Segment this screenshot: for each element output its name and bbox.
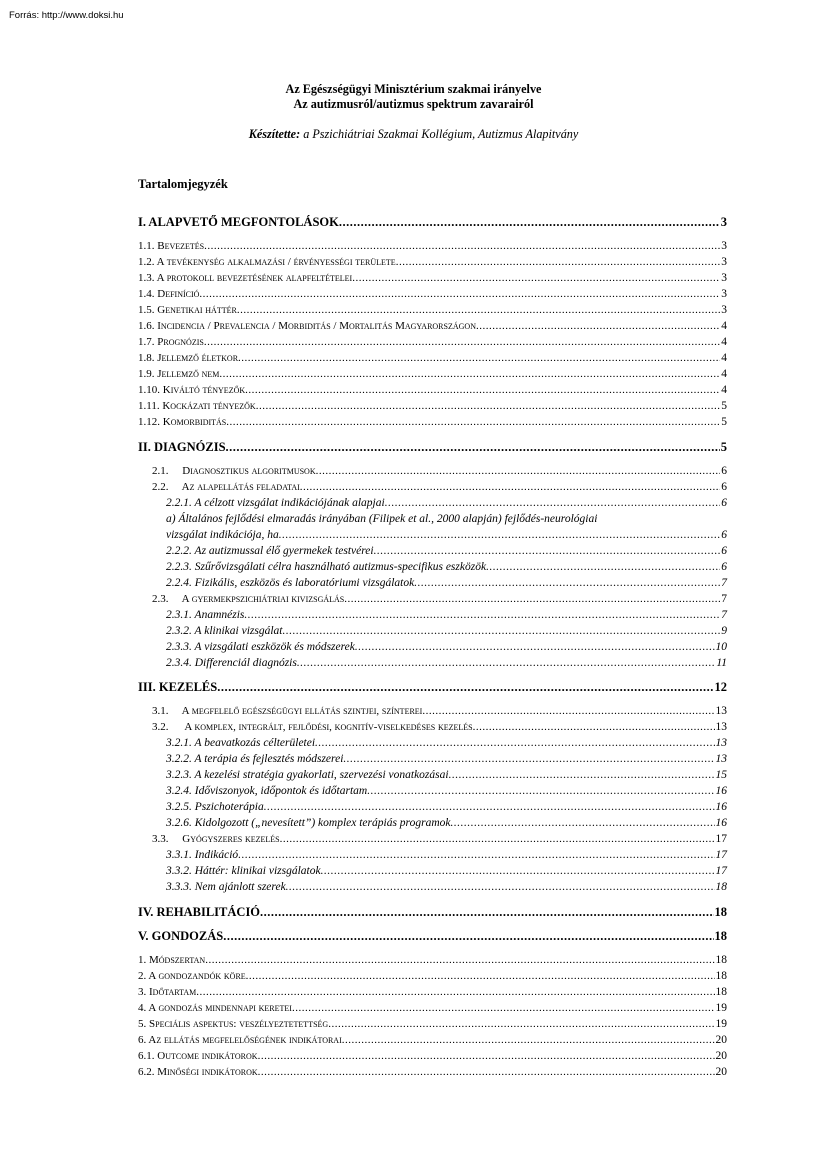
author-line (0, 127, 827, 142)
toc-entry[interactable]: 3.2.5. Pszichoterápia ..... 16 (166, 801, 727, 813)
toc-entry[interactable]: 3.3.1. Indikáció ..... 17 (166, 849, 727, 861)
toc-entry[interactable]: II. DIAGNÓZIS ..... 5 (138, 440, 727, 455)
toc-entry[interactable]: 2.3.1. Anamnézis ..... 7 (166, 609, 727, 621)
toc-entry[interactable]: 1.11. Kockázati tényezők ..... 5 (138, 400, 727, 412)
toc-entry[interactable]: 3.1. A megfelelő egészségügyi ellátás szintjei, színterei ..... 13 (152, 705, 727, 717)
toc-entry[interactable]: 3.2.3. A kezelési stratégia gyakorlati, szervezési vonatkozásai ..... 15 (166, 769, 727, 781)
toc-entry[interactable]: 1.3. A protokoll bevezetésének alapfeltételei ..... 3 (138, 272, 727, 284)
toc-entry[interactable]: 2.3. A gyermekpszichiátriai kivizsgálás ..... 7 (152, 593, 727, 605)
toc-entry[interactable]: 3.3. Gyógyszeres kezelés ..... 17 (152, 833, 727, 845)
toc-entry[interactable]: 3.2.2. A terápia és fejlesztés módszerei ..... 13 (166, 753, 727, 765)
toc-entry[interactable]: 1.6. Incidencia / Prevalencia / Morbiditás / Mortalitás Magyarországon ..... 4 (138, 320, 727, 332)
toc-entry[interactable]: 2.2.3. Szűrővizsgálati célra használható autizmus-specifikus eszközök ..... 6 (166, 561, 727, 573)
toc-entry[interactable]: 2.3.2. A klinikai vizsgálat ..... 9 (166, 625, 727, 637)
toc-entry[interactable]: 1.4. Definíció ..... 3 (138, 288, 727, 300)
source-note: Forrás: http://www.doksi.hu (9, 10, 124, 21)
toc-entry[interactable]: 1.12. Komorbiditás ..... 5 (138, 416, 727, 428)
toc-entry[interactable]: 2.2.1. A célzott vizsgálat indikációjának alapjai ..... 6 (166, 497, 727, 509)
toc-entry[interactable]: 4. A gondozás mindennapi keretei ..... 19 (138, 1002, 727, 1014)
toc-entry[interactable]: 6. Az ellátás megfelelőségének indikátorai ..... 20 (138, 1034, 727, 1046)
toc-entry[interactable]: IV. REHABILITÁCIÓ ..... 18 (138, 905, 727, 920)
author-label: Készítette: (248, 127, 301, 141)
toc-entry[interactable]: 1.2. A tevékenység alkalmazási / érvényességi területe ..... 3 (138, 256, 727, 268)
toc-entry[interactable]: V. GONDOZÁS ..... 18 (138, 929, 727, 944)
toc-entry-wrapped-line: a) Általános fejlődési elmaradás irányában (Filipek et al., 2000 alapján) fejlődés-neurológiai (166, 513, 598, 525)
toc-entry[interactable]: 3.3.2. Háttér: klinikai vizsgálatok ..... 17 (166, 865, 727, 877)
toc-entry[interactable]: 2. A gondozandók köre ..... 18 (138, 970, 727, 982)
document-subtitle: Az autizmusról/autizmus spektrum zavarairól (293, 97, 534, 111)
toc-entry[interactable]: 3.3.3. Nem ajánlott szerek ..... 18 (166, 881, 727, 893)
toc-entry[interactable]: 1.7. Prognózis ..... 4 (138, 336, 727, 348)
toc-entry[interactable]: 2.2.4. Fizikális, eszközös és laboratóriumi vizsgálatok ..... 7 (166, 577, 727, 589)
toc-title: Tartalomjegyzék (138, 177, 228, 191)
toc-entry[interactable]: 2.1. Diagnosztikus algoritmusok ..... 6 (152, 465, 727, 477)
toc-entry[interactable]: 1.1. Bevezetés ..... 3 (138, 240, 727, 252)
toc-entry[interactable]: I. ALAPVETŐ MEGFONTOLÁSOK ..... 3 (138, 215, 727, 230)
toc-entry[interactable]: 1.8. Jellemző életkor ..... 4 (138, 352, 727, 364)
toc-entry[interactable]: 2.2.2. Az autizmussal élő gyermekek testvérei ..... 6 (166, 545, 727, 557)
toc-entry[interactable]: 1.5. Genetikai háttér ..... 3 (138, 304, 727, 316)
toc-entry[interactable]: 1.10. Kiváltó tényezők ..... 4 (138, 384, 727, 396)
toc-entry[interactable]: 3.2.6. Kidolgozott („nevesített”) komplex terápiás programok ..... 16 (166, 817, 727, 829)
toc-entry[interactable]: 3.2. A komplex, integrált, fejlődési, kognitív-viselkedéses kezelés ..... 13 (152, 721, 727, 733)
toc-entry[interactable]: 1.9. Jellemző nem ..... 4 (138, 368, 727, 380)
toc-entry[interactable]: 3.2.4. Időviszonyok, időpontok és időtartam ..... 16 (166, 785, 727, 797)
author-value: a Pszichiátriai Szakmai Kollégium, Autizmus Alapitvány (300, 127, 579, 141)
toc-entry[interactable]: vizsgálat indikációja, ha ..... 6 (166, 529, 727, 541)
toc-entry[interactable]: III. KEZELÉS ..... 12 (138, 680, 727, 695)
toc-entry[interactable]: 6.2. Minőségi indikátorok ..... 20 (138, 1066, 727, 1078)
toc-entry[interactable]: 5. Speciális aspektus: veszélyeztetettség ..... 19 (138, 1018, 727, 1030)
document-title: Az Egészségügyi Minisztérium szakmai irányelve (285, 82, 542, 96)
toc-entry[interactable]: 2.3.3. A vizsgálati eszközök és módszerek ..... 10 (166, 641, 727, 653)
toc-entry[interactable]: 2.3.4. Differenciál diagnózis ..... 11 (166, 657, 727, 669)
toc-entry[interactable]: 3.2.1. A beavatkozás célterületei ..... 13 (166, 737, 727, 749)
toc-entry[interactable]: 2.2. Az alapellátás feladatai ..... 6 (152, 481, 727, 493)
toc-entry[interactable]: 1. Módszertan ..... 18 (138, 954, 727, 966)
toc-entry[interactable]: 3. Időtartam ..... 18 (138, 986, 727, 998)
toc-entry[interactable]: 6.1. Outcome indikátorok ..... 20 (138, 1050, 727, 1062)
